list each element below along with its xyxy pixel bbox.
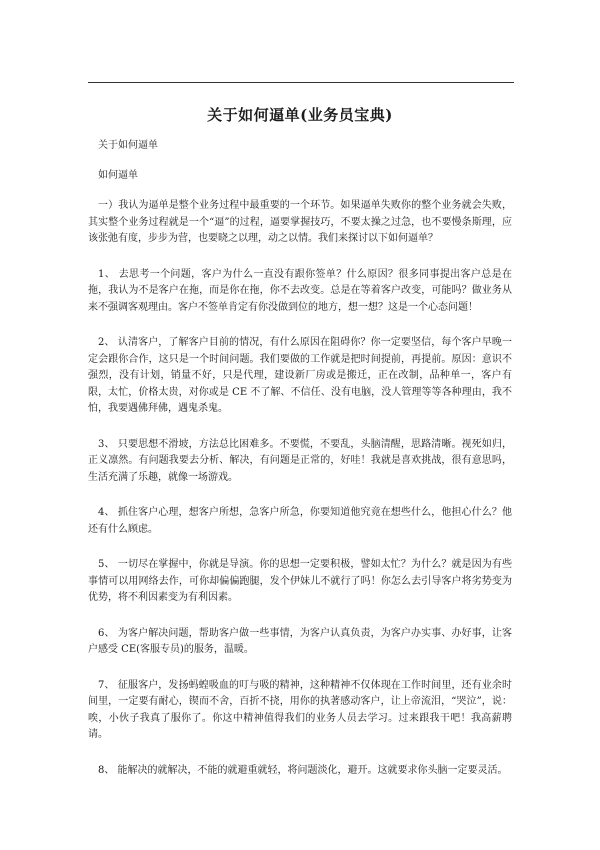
document-body: [88, 138, 512, 798]
paragraph-7: 7、 征服客户，发扬蚂蝗吸血的叮与吸的精神，这种精神不仅体现在工作时间里，还有业余时间里，一定要有耐心，锲而不舍，百折不挠，用你的执著感动客户，让上帝流泪，“哭泣”，说：唉，小伙子我真了服你了。你这中精神值得我们的业务人员去学习。过来跟我干吧！我高薪聘请。: [88, 679, 512, 740]
paragraph-6: 6、 为客户解决问题，帮助客户做一些事情，为客户认真负责，为客户办实事、办好事，让客户感受 CE(客服专员)的服务，温暖。: [88, 627, 512, 655]
paragraph-3: 3、 只要思想不滑坡，方法总比困难多。不要慌，不要乱，头脑清醒，思路清晰。视死如归，正义凛然。有问题我要去分析、解决，有问题是正常的，好哇！我就是喜欢挑战，很有意思吗，生活充满了乐趣，就像一场游戏。: [88, 438, 512, 483]
paragraph-8: 8、 能解决的就解决，不能的就避重就轻，将问题淡化，避开。这就要求你头脑一定要灵活。: [98, 764, 508, 776]
header-rule: [88, 82, 514, 83]
subheading-how: 如何逼单: [98, 170, 138, 181]
document-title: 关于如何逼单(业务员宝典): [207, 106, 393, 124]
paragraph-intro: 一）我认为逼单是整个业务过程中最重要的一个环节。如果逼单失败你的整个业务就会失败，其实整个业务过程就是一个“逼”的过程，逼要掌握技巧，不要太操之过急，也不要慢条斯理，应该张弛有度，步步为营，也要晓之以理，动之以情。我们来探讨以下如何逼单？: [88, 200, 512, 244]
paragraph-4: 4、 抓住客户心理，想客户所想，急客户所急，你要知道他究竟在想些什么，他担心什么？他还有什么顾虑。: [88, 507, 512, 535]
paragraph-1: 1、 去思考一个问题，客户为什么一直没有跟你签单？什么原因？很多同事提出客户总是在拖，我认为不是客户在拖，而是你在拖，你不去改变。总是在等着客户改变，可能吗？做业务从来不强调客观理由。客户不签单肯定有你没做到位的地方，想一想？这是一个心态问题！: [88, 268, 512, 313]
paragraph-2: 2、 认清客户，了解客户目前的情况，有什么原因在阻碍你？你一定要坚信，每个客户早晚一定会跟你合作，这只是一个时间问题。我们要做的工作就是把时间提前，再提前。原因：意识不强烈，没有计划，销量不好，只是代理，建设新厂房或是搬迁，正在改制，品种单一，客户有限，太忙，价格太贵，对你或是 CE 不了解、不信任、没有电脑，没人管理等等各种理由，我不怕，我要遇佛拜佛，遇鬼杀鬼。: [88, 337, 512, 414]
paragraph-5: 5、 一切尽在掌握中，你就是导演。你的思想一定要积极，譬如太忙？为什么？就是因为有些事情可以用网络去作，可你却偏偏跑腿，发个伊妹儿不就行了吗！你怎么去引导客户将劣势变为优势，将不利因素变为有利因素。: [88, 559, 512, 603]
subheading-about: 关于如何逼单: [98, 140, 158, 151]
